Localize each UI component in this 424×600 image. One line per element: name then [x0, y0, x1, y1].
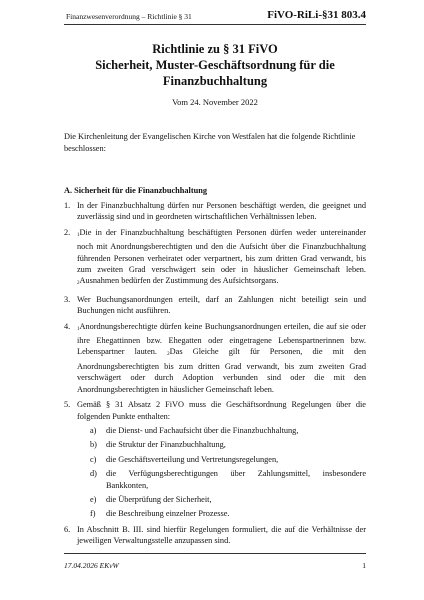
item-text: In der Finanzbuchhaltung dürfen nur Personen beschäftigt werden, die geeignet und zuverlässig sind und in geordneten wirtschaftlichen Verhältnissen leben. — [77, 201, 366, 222]
sub-item-text: die Geschäftsverteilung und Vertretungsregelungen, — [106, 454, 279, 464]
numbered-list — [64, 200, 366, 551]
running-header-left: Finanzwesenverordnung – Richtlinie § 31 — [66, 12, 192, 21]
sub-item-text: die Beschreibung einzelner Prozesse. — [106, 509, 230, 519]
sub-item-a — [77, 425, 366, 436]
sub-item-d — [77, 468, 366, 491]
item-text: Anordnungsberechtigte dürfen keine Buchungsanordnungen erteilen, die auf sie oder ihre Ehegattinnen bzw. Ehegatten oder eingetragene Lebenspartnerinnen bzw. Lebenspartner lauten. — [77, 321, 366, 357]
item-number: 2. — [64, 227, 71, 237]
item-text: In Abschnitt B. III. sind hierfür Regelungen formuliert, die auf die Verhältnisse der jeweiligen Verwaltungsstelle anzupassen sind. — [77, 524, 366, 546]
sub-item-letter: d) — [90, 469, 97, 479]
document-date: Vom 24. November 2022 — [172, 97, 258, 107]
item-text: Wer Buchungsanordnungen erteilt, darf an Zahlungen nicht beteiligt sein und Buchungen nicht ausführen. — [77, 294, 366, 316]
item-text: Das Gleiche gilt für Personen, die mit den Anordnungsberechtigten bis zum dritten Grad verwandt, bis zum zweiten Grad verschwägert oder durch Adoption verbunden sind oder die mit den Anordnungsberechtigten in häuslicher Gemeinschaft leben. — [77, 347, 366, 394]
sub-item-f — [77, 508, 366, 519]
sub-item-text: die Struktur der Finanzbuchhaltung, — [106, 440, 226, 450]
title-line-2: Sicherheit, Muster-Geschäftsordnung für die — [95, 58, 335, 72]
sub-item-e — [77, 494, 366, 505]
list-item-2 — [64, 227, 366, 290]
sub-item-letter: a) — [90, 425, 97, 435]
item-number: 5. — [64, 400, 71, 410]
running-header-code: FiVO-RiLi-§31 803.4 — [267, 9, 366, 21]
sentence-number: 1 — [77, 326, 80, 332]
list-item-5 — [64, 399, 366, 520]
footer-date: 17.04.2026 EKvW — [64, 561, 119, 570]
intro-paragraph: Die Kirchenleitung der Evangelischen Kirche von Westfalen hat die folgende Richtlinie beschlossen: — [64, 132, 356, 153]
list-item-4 — [64, 321, 366, 395]
sub-item-text: die Verfügungsberechtigungen über Zahlungsmittel, insbesondere Bankkonten, — [106, 469, 366, 490]
section-heading: A. Sicherheit für die Finanzbuchhaltung — [64, 186, 207, 195]
item-number: 3. — [64, 294, 71, 304]
item-number: 6. — [64, 524, 71, 534]
list-item-3 — [64, 294, 366, 317]
sub-item-letter: e) — [90, 494, 97, 504]
item-text: Ausnahmen bedürfen der Zustimmung des Aufsichtsorgans. — [79, 276, 279, 286]
sub-item-letter: f) — [90, 509, 96, 519]
item-number: 4. — [64, 321, 71, 331]
footer-divider — [64, 553, 366, 554]
item-text: Die in der Finanzbuchhaltung beschäftigten Personen dürfen weder untereinander noch mit Anordnungsberechtigten und den die Aufsicht über die Finanzbuchhaltung führenden Personen verheiratet oder verpartnert, bis zum dritten Grad verwandt, bis zum zweiten Grad verschwägert sein oder in häuslicher Gemeinschaft leben. — [77, 227, 366, 275]
sub-item-letter: b) — [90, 440, 97, 450]
sentence-number: 1 — [77, 232, 80, 238]
item-number: 1. — [64, 201, 71, 210]
sub-item-text: die Dienst- und Fachaufsicht über die Finanzbuchhaltung, — [106, 425, 299, 435]
list-item-1 — [64, 200, 366, 223]
sub-item-text: die Überprüfung der Sicherheit, — [106, 494, 212, 504]
header-divider — [64, 24, 366, 25]
title-line-1: Richtlinie zu § 31 FiVO — [152, 42, 278, 56]
list-item-6 — [64, 524, 366, 547]
title-line-3: Finanzbuchhaltung — [162, 74, 268, 88]
sentence-number: 2 — [77, 281, 80, 287]
item-text: Gemäß § 31 Absatz 2 FiVO muss die Geschäftsordnung Regelungen über die folgenden Punkte enthalten: — [77, 400, 366, 421]
sub-item-letter: c) — [90, 454, 97, 464]
sub-item-c — [77, 454, 366, 465]
document-title — [64, 41, 366, 89]
sentence-number: 2 — [167, 352, 170, 358]
page-number: 1 — [362, 561, 366, 570]
sub-item-b — [77, 439, 366, 450]
